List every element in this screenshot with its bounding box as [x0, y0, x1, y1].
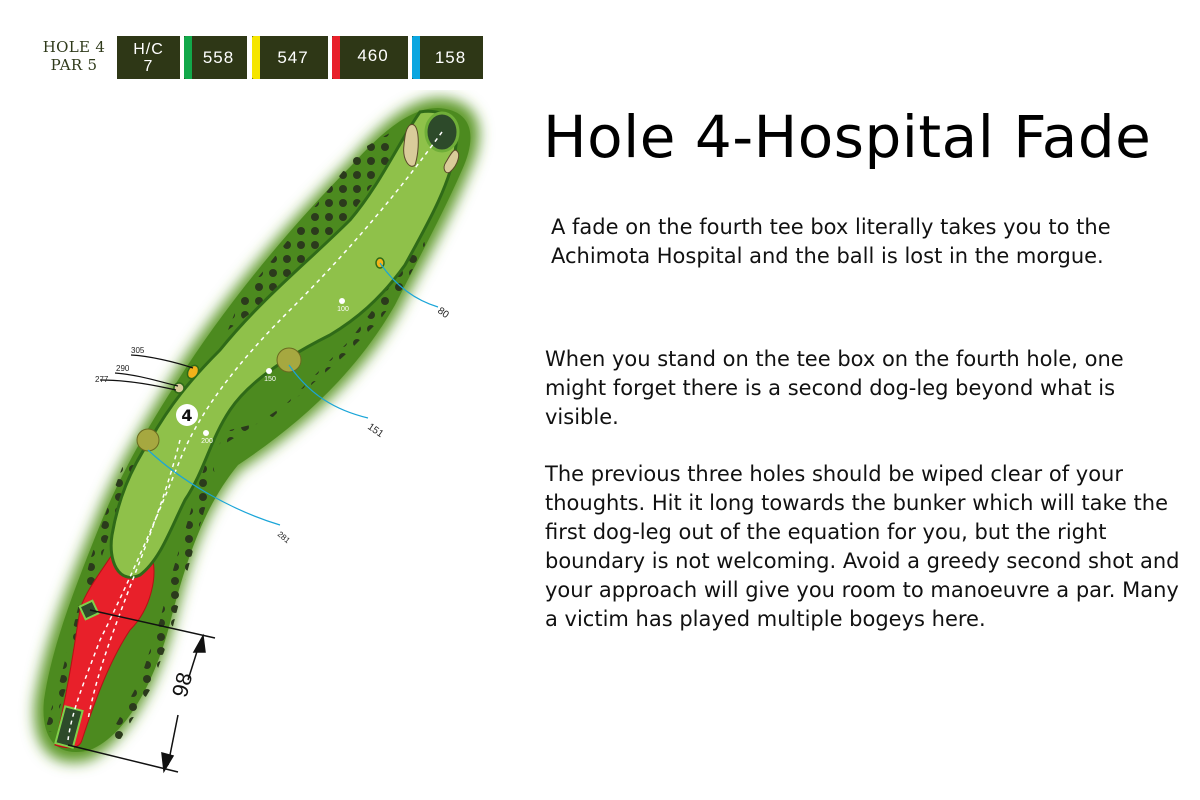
- tee-green-yardage: 558: [184, 36, 247, 79]
- hole-number-label: HOLE 4: [42, 38, 106, 56]
- handicap-value: 7: [143, 57, 154, 75]
- dimension-label: 98: [166, 669, 198, 700]
- svg-text:150: 150: [264, 376, 276, 383]
- page-title: Hole 4-Hospital Fade: [543, 103, 1152, 171]
- tee-blue-yardage: 158: [412, 36, 483, 79]
- handicap-label: H/C: [133, 40, 164, 58]
- par-label: PAR 5: [50, 56, 98, 74]
- dogleg-paragraph: When you stand on the tee box on the fourth hole, one might forget there is a second dog-leg beyond what is visible.: [545, 347, 1124, 429]
- tee-red-yardage: 460: [332, 36, 408, 79]
- tree-281: [137, 429, 159, 451]
- tee-green-marker: [184, 36, 192, 79]
- callout-290: 290: [116, 364, 130, 373]
- hole-par-label: [36, 38, 112, 74]
- tee-blue-marker: [412, 36, 420, 79]
- svg-text:200: 200: [201, 438, 213, 445]
- svg-text:100: 100: [337, 306, 349, 313]
- greenside-bunker-left: [404, 124, 419, 166]
- callout-151: 151: [365, 421, 386, 441]
- hole-number-badge: [176, 404, 198, 426]
- callout-305: 305: [131, 346, 145, 355]
- fairway: [111, 111, 456, 577]
- callout-277: 277: [95, 375, 109, 384]
- strategy-paragraph: The previous three holes should be wiped clear of your thoughts. Hit it long towards the bunker which will take the first dog-leg out of the equation for you, but the right boundary is not welcoming. Avoid a greedy second shot and your approach will give you room to manoeuvre a par. Many a victim has played multiple bogeys here.: [545, 462, 1180, 631]
- tee-yellow-marker: [252, 36, 260, 79]
- callout-80: 80: [435, 305, 451, 321]
- tee-red-marker: [332, 36, 340, 79]
- svg-text:4: 4: [181, 406, 193, 425]
- tree-151: [277, 348, 301, 372]
- hole-map: [0, 90, 500, 800]
- tee-yellow-yardage: 547: [252, 36, 328, 79]
- handicap-box: [117, 36, 180, 79]
- callout-281: 281: [275, 529, 292, 546]
- intro-paragraph: A fade on the fourth tee box literally takes you to the Achimota Hospital and the ball is lost in the morgue.: [551, 215, 1111, 268]
- fairway-bunker-290: [174, 383, 184, 393]
